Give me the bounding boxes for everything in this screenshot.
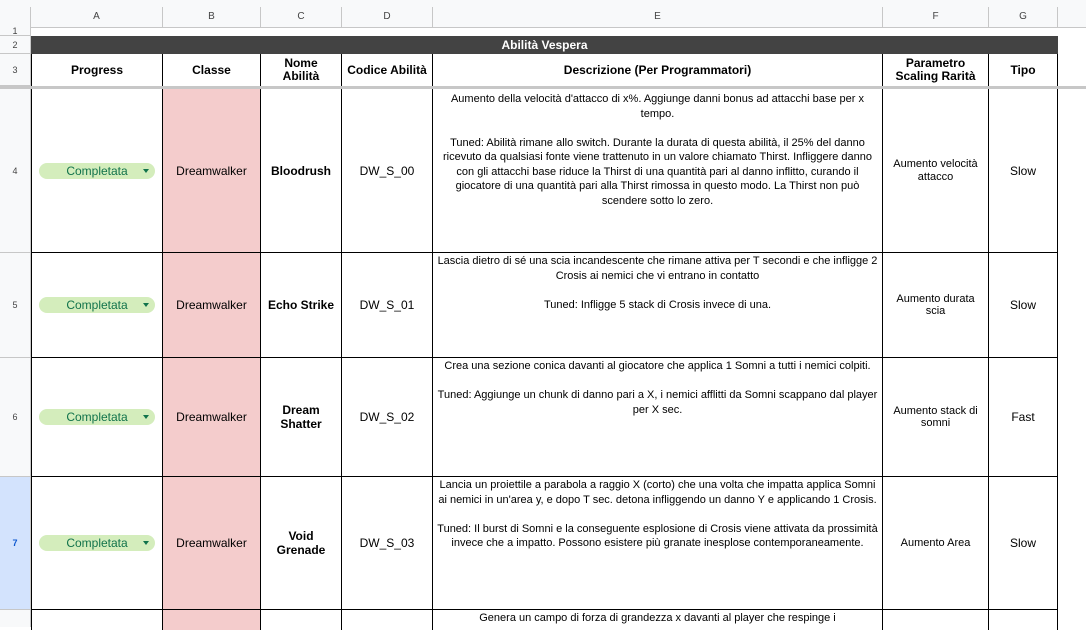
- status-label: Completata: [66, 410, 128, 424]
- row-header-5[interactable]: 5: [0, 253, 31, 358]
- tipo-cell[interactable]: Fast: [989, 358, 1058, 477]
- column-header-e[interactable]: E: [433, 7, 883, 27]
- tipo-cell[interactable]: Slow: [989, 89, 1058, 253]
- row-header-2[interactable]: 2: [0, 36, 31, 54]
- status-label: Completata: [66, 298, 128, 312]
- column-header-g[interactable]: G: [989, 7, 1058, 27]
- progress-cell[interactable]: [31, 358, 163, 477]
- classe-cell[interactable]: Dreamwalker: [163, 89, 261, 253]
- nome-cell[interactable]: Echo Strike: [261, 253, 342, 358]
- tipo-cell[interactable]: [989, 610, 1058, 630]
- row-header-1[interactable]: 1: [0, 27, 31, 36]
- header-nome-abilita[interactable]: Nome Abilità: [261, 54, 342, 87]
- parametro-cell[interactable]: Aumento velocità attacco: [883, 89, 989, 253]
- codice-cell[interactable]: DW_S_02: [342, 358, 433, 477]
- classe-cell[interactable]: Dreamwalker: [163, 358, 261, 477]
- tipo-cell[interactable]: Slow: [989, 477, 1058, 610]
- column-header-c[interactable]: C: [261, 7, 342, 27]
- status-dropdown-chip[interactable]: [39, 163, 155, 179]
- toolbar-strip: [0, 0, 1086, 7]
- column-header-extra[interactable]: [1058, 7, 1086, 27]
- status-label: Completata: [66, 163, 128, 178]
- header-parametro-scaling[interactable]: Parametro Scaling Rarità: [883, 54, 989, 87]
- parametro-cell[interactable]: Aumento Area: [883, 477, 989, 610]
- parametro-cell[interactable]: Aumento stack di somni: [883, 358, 989, 477]
- header-descrizione[interactable]: Descrizione (Per Programmatori): [433, 54, 883, 87]
- header-codice-abilita[interactable]: Codice Abilità: [342, 54, 433, 87]
- column-header-a[interactable]: A: [31, 7, 163, 27]
- row-header-7[interactable]: 7: [0, 477, 31, 610]
- status-dropdown-chip[interactable]: [39, 535, 155, 551]
- codice-cell[interactable]: [342, 610, 433, 630]
- descrizione-cell[interactable]: Crea una sezione conica davanti al giocatore che applica 1 Somni a tutti i nemici colpiti. Tuned: Aggiunge un chunk di danno pari a X, i nemici afflitti da Somni scappano dal player per X sec.: [433, 358, 883, 477]
- dropdown-arrow-icon[interactable]: [143, 415, 149, 419]
- tipo-cell[interactable]: Slow: [989, 253, 1058, 358]
- nome-cell[interactable]: Void Grenade: [261, 477, 342, 610]
- row-header-4[interactable]: 4: [0, 89, 31, 253]
- header-classe[interactable]: Classe: [163, 54, 261, 87]
- status-dropdown-chip[interactable]: [39, 297, 155, 313]
- progress-cell[interactable]: [31, 253, 163, 358]
- codice-cell[interactable]: DW_S_01: [342, 253, 433, 358]
- header-progress[interactable]: Progress: [31, 54, 163, 87]
- column-header-bar: [0, 7, 1086, 28]
- classe-cell[interactable]: Dreamwalker: [163, 253, 261, 358]
- status-label: Completata: [66, 536, 128, 550]
- codice-cell[interactable]: DW_S_03: [342, 477, 433, 610]
- progress-cell[interactable]: [31, 477, 163, 610]
- descrizione-cell[interactable]: Aumento della velocità d'attacco di x%. Aggiunge danni bonus ad attacchi base per x tempo. Tuned: Abilità rimane allo switch. Durante la durata di questa abilità, il 25% del danno ricevuto da qualsiasi fonte viene trattenuto in un valore chiamato Thirst. Infliggere danno con gli attacchi base riduce la Thirst di una quantità pari al danno inflitto, curando il giocatore di una quantità pari alla Thirst rimossa in questo modo. La Thirst non può scendere sotto lo zero.: [433, 89, 883, 253]
- descrizione-cell[interactable]: Lascia dietro di sé una scia incandescente che rimane attiva per T secondi e che infligge 2 Crosis ai nemici che vi entrano in contatto Tuned: Infligge 5 stack di Crosis invece di una.: [433, 253, 883, 358]
- progress-cell[interactable]: [31, 610, 163, 630]
- header-tipo[interactable]: Tipo: [989, 54, 1058, 87]
- classe-cell[interactable]: [163, 610, 261, 630]
- row-header-6[interactable]: 6: [0, 358, 31, 477]
- column-header-f[interactable]: F: [883, 7, 989, 27]
- descrizione-cell[interactable]: Genera un campo di forza di grandezza x davanti al player che respinge i: [433, 610, 883, 630]
- codice-cell[interactable]: DW_S_00: [342, 89, 433, 253]
- row-header-8[interactable]: [0, 610, 31, 627]
- dropdown-arrow-icon[interactable]: [143, 169, 149, 173]
- classe-cell[interactable]: Dreamwalker: [163, 477, 261, 610]
- row-header-3[interactable]: 3: [0, 54, 31, 86]
- column-header-b[interactable]: B: [163, 7, 261, 27]
- dropdown-arrow-icon[interactable]: [143, 541, 149, 545]
- progress-cell[interactable]: [31, 89, 163, 253]
- nome-cell[interactable]: Bloodrush: [261, 89, 342, 253]
- descrizione-cell[interactable]: Lancia un proiettile a parabola a raggio X (corto) che una volta che impatta applica Somni ai nemici in un'area y, e dopo T sec. detona infliggendo un danno Y e applicando 1 Crosis. Tuned: Il burst di Somni e la conseguente esplosione di Crosis viene attivata da prossimità invece che a impatto. Possono esistere più granate inesplose contemporaneamente.: [433, 477, 883, 610]
- parametro-cell[interactable]: [883, 610, 989, 630]
- nome-cell[interactable]: [261, 610, 342, 630]
- sheet-title[interactable]: Abilità Vespera: [31, 36, 1058, 54]
- status-dropdown-chip[interactable]: [39, 409, 155, 425]
- parametro-cell[interactable]: Aumento durata scia: [883, 253, 989, 358]
- nome-cell[interactable]: Dream Shatter: [261, 358, 342, 477]
- column-header-d[interactable]: D: [342, 7, 433, 27]
- dropdown-arrow-icon[interactable]: [143, 303, 149, 307]
- select-all-corner[interactable]: [0, 7, 31, 27]
